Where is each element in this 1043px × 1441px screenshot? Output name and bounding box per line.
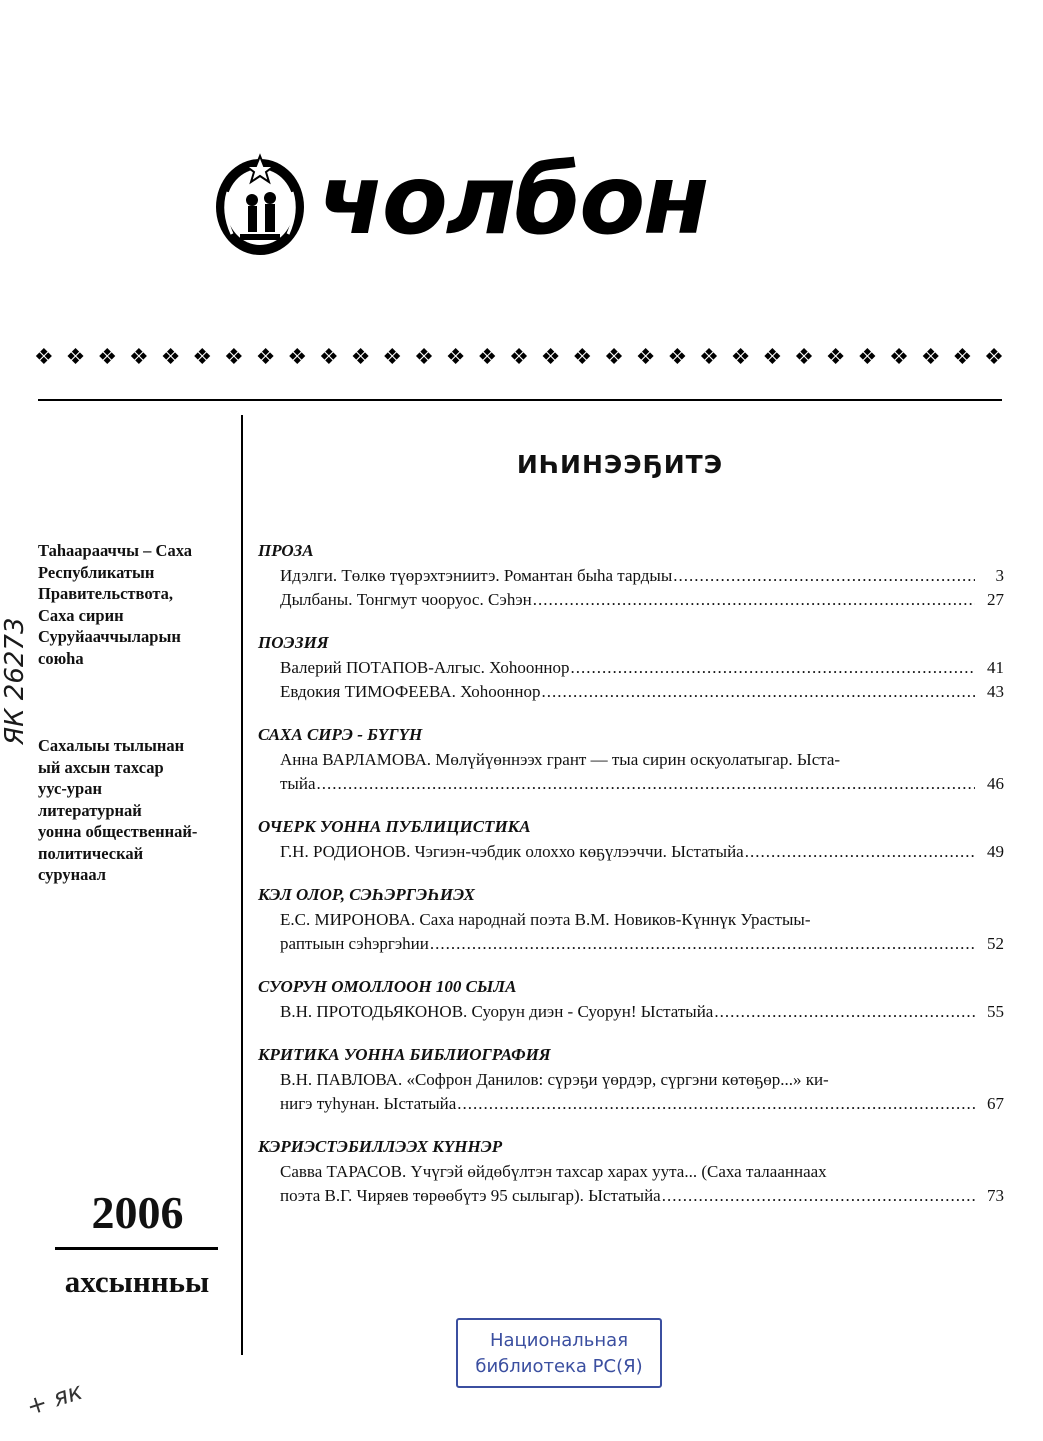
vertical-divider (241, 415, 243, 1355)
stamp-line: библиотека РС(Я) (475, 1356, 643, 1377)
page-number: 49 (986, 840, 1004, 864)
ornament-glyph: ❖ (192, 345, 213, 370)
entry-line (280, 932, 976, 956)
year-divider (55, 1247, 218, 1250)
page-number: 27 (986, 588, 1004, 612)
page-number: 46 (986, 772, 1004, 796)
journal-description (38, 735, 228, 886)
ornament-glyph: ❖ (604, 345, 624, 370)
horizontal-divider (38, 399, 1002, 401)
publisher-info (38, 540, 228, 669)
ornament-glyph: ❖ (414, 345, 434, 370)
ornament-glyph: ❖ (857, 345, 878, 370)
ornament-glyph: ❖ (572, 345, 593, 370)
description-line: литературнай (38, 800, 142, 820)
toc-entry (280, 1000, 1004, 1024)
entry-text: Идэлги. Төлкө түөрэхтэниитэ. Романтан быһа тардыы (280, 566, 673, 585)
ornament-glyph: ❖ (287, 345, 308, 370)
journal-logo: чолбон (318, 144, 708, 256)
ornament-glyph: ❖ (97, 345, 118, 370)
dot-leader (430, 932, 975, 956)
ornament-glyph: ❖ (984, 345, 1004, 370)
section-title: ПРОЗА (258, 541, 314, 560)
handwritten-corner-note: + як (23, 1376, 86, 1422)
entry-text: поэта В.Г. Чиряев төрөөбүтэ 95 сылыгар). Ыстатыйа (280, 1186, 661, 1205)
toc-section (258, 724, 1004, 796)
entry-text: Евдокия ТИМОФЕЕВА. Хоһооннор (280, 682, 541, 701)
ornament-glyph: ❖ (730, 345, 751, 370)
entry-text: Савва ТАРАСОВ. Үчүгэй өйдөбүлтэн тахсар харах уута... (Саха талааннаах (280, 1162, 827, 1181)
toc-section (258, 1044, 1004, 1116)
page-number: 52 (986, 932, 1004, 956)
ornament-glyph: ❖ (65, 345, 86, 370)
ornament-glyph: ❖ (255, 345, 276, 370)
entry-line (280, 656, 976, 680)
ornament-glyph: ❖ (889, 345, 909, 370)
toc-entry (280, 656, 1004, 680)
entry-text: тыйа (280, 774, 316, 793)
toc-entry (280, 1160, 1004, 1208)
library-stamp (456, 1318, 662, 1388)
toc-entry (280, 680, 1004, 704)
table-of-contents (258, 540, 1004, 1228)
toc-entry (280, 840, 1004, 864)
section-title: КЭРИЭСТЭБИЛЛЭЭХ КҮННЭР (258, 1137, 503, 1156)
ornament-glyph: ❖ (350, 345, 371, 370)
entry-line (280, 748, 976, 772)
dot-leader (662, 1184, 975, 1208)
entry-line (280, 1092, 976, 1116)
toc-entry (280, 908, 1004, 956)
section-title: ОЧЕРК УОННА ПУБЛИЦИСТИКА (258, 817, 531, 836)
ornament-glyph: ❖ (699, 345, 719, 370)
entry-line (280, 772, 976, 796)
entry-text: нигэ туһунан. Ыстатыйа (280, 1094, 457, 1113)
entry-text: В.Н. ПРОТОДЬЯКОНОВ. Суорун диэн - Суорун! Ыстатыйа (280, 1002, 714, 1021)
dot-leader (457, 1092, 975, 1116)
section-title: САХА СИРЭ - БҮГҮН (258, 725, 423, 744)
contents-heading: ИҺИНЭЭҔИТЭ (516, 450, 724, 479)
section-title: ПОЭЗИЯ (258, 633, 329, 652)
toc-entry (280, 588, 1004, 612)
issue-month: ахсынньы (64, 1264, 210, 1299)
ornament-row (34, 340, 1004, 376)
entry-text: В.Н. ПАВЛОВА. «Софрон Данилов: сүрэҕи үөрдэр, сүргэни көтөҕөр...» ки- (280, 1070, 829, 1089)
ornament-glyph: ❖ (952, 345, 973, 370)
stamp-line: Национальная (489, 1330, 629, 1351)
issue-year: 2006 (91, 1187, 184, 1238)
entry-text: раптыын сэһэргэһии (280, 934, 429, 953)
dot-leader (571, 656, 975, 680)
publisher-line: Саха сирин (38, 605, 124, 625)
entry-text: Г.Н. РОДИОНОВ. Чэгиэн-чэбдик олоххо көҕүлээччи. Ыстатыйа (280, 842, 744, 861)
page-number: 55 (986, 1000, 1004, 1024)
ornament-glyph: ❖ (160, 345, 181, 370)
dot-leader (541, 680, 975, 704)
publisher-line: Правительствота, (38, 584, 174, 603)
description-line: уус-уран (38, 779, 102, 798)
ornament-glyph: ❖ (794, 345, 814, 370)
entry-line (280, 680, 976, 704)
page-number: 3 (995, 564, 1005, 588)
description-line: уонна общественнай- (38, 822, 198, 841)
entry-line (280, 908, 976, 932)
page-number: 67 (986, 1092, 1004, 1116)
entry-text: Анна ВАРЛАМОВА. Мөлүйүөннээх грант — тыа сирин оскуолатыгар. Ыста- (280, 750, 841, 769)
toc-section (258, 540, 1004, 612)
toc-section (258, 976, 1004, 1024)
dot-leader (673, 564, 975, 588)
entry-line (280, 1000, 976, 1024)
entry-line (280, 840, 976, 864)
description-line: сурунаал (38, 865, 106, 884)
handwritten-margin-note: ЯК 26273 (0, 617, 30, 745)
page-number: 41 (986, 656, 1004, 680)
ornament-glyph: ❖ (667, 345, 688, 370)
toc-section (258, 816, 1004, 864)
emblem-icon (210, 152, 310, 258)
publisher-line: Республикатын (38, 562, 155, 582)
publisher-line: Суруйааччыларын (38, 627, 181, 646)
ornament-glyph: ❖ (509, 345, 529, 370)
entry-line (280, 1160, 976, 1184)
page-number: 43 (986, 680, 1004, 704)
toc-section (258, 884, 1004, 956)
page-number: 73 (986, 1184, 1004, 1208)
ornament-glyph: ❖ (635, 345, 656, 370)
toc-entry (280, 748, 1004, 796)
toc-entry (280, 564, 1004, 588)
ornament-glyph: ❖ (382, 345, 403, 370)
toc-section (258, 632, 1004, 704)
ornament-glyph: ❖ (224, 345, 244, 370)
description-line: Сахалыы тылынан (38, 736, 185, 755)
entry-text: Валерий ПОТАПОВ-Алгыс. Хоһооннор (280, 658, 570, 677)
description-line: политическай (38, 843, 144, 863)
toc-entry (280, 1068, 1004, 1116)
section-title: СУОРУН ОМОЛЛООН 100 СЫЛА (258, 977, 517, 996)
dot-leader (714, 1000, 975, 1024)
ornament-glyph: ❖ (920, 345, 941, 370)
entry-line (280, 564, 976, 588)
publisher-line: союhа (38, 648, 84, 668)
ornament-glyph: ❖ (129, 345, 149, 370)
entry-line (280, 1068, 976, 1092)
section-title: КРИТИКА УОННА БИБЛИОГРАФИЯ (258, 1045, 551, 1064)
entry-line (280, 1184, 976, 1208)
dot-leader (533, 588, 975, 612)
entry-text: Е.С. МИРОНОВА. Саха народнай поэта В.М. Новиков-Күннүк Урастыы- (280, 910, 811, 929)
description-line: ый ахсын тахсар (38, 757, 164, 777)
entry-text: Дылбаны. Тонгмут чооруос. Сэһэн (280, 590, 532, 609)
entry-line (280, 588, 976, 612)
ornament-glyph: ❖ (445, 345, 466, 370)
ornament-glyph: ❖ (762, 345, 783, 370)
dot-leader (745, 840, 975, 864)
ornament-glyph: ❖ (825, 345, 846, 370)
ornament-glyph: ❖ (34, 345, 54, 370)
toc-section (258, 1136, 1004, 1208)
dot-leader (317, 772, 976, 796)
ornament-glyph: ❖ (477, 345, 498, 370)
ornament-glyph: ❖ (319, 345, 339, 370)
ornament-glyph: ❖ (540, 345, 561, 370)
section-title: КЭЛ ОЛОР, СЭҺЭРГЭҺИЭХ (258, 885, 475, 904)
publisher-line: Таhаарааччы – Саха (38, 541, 192, 560)
